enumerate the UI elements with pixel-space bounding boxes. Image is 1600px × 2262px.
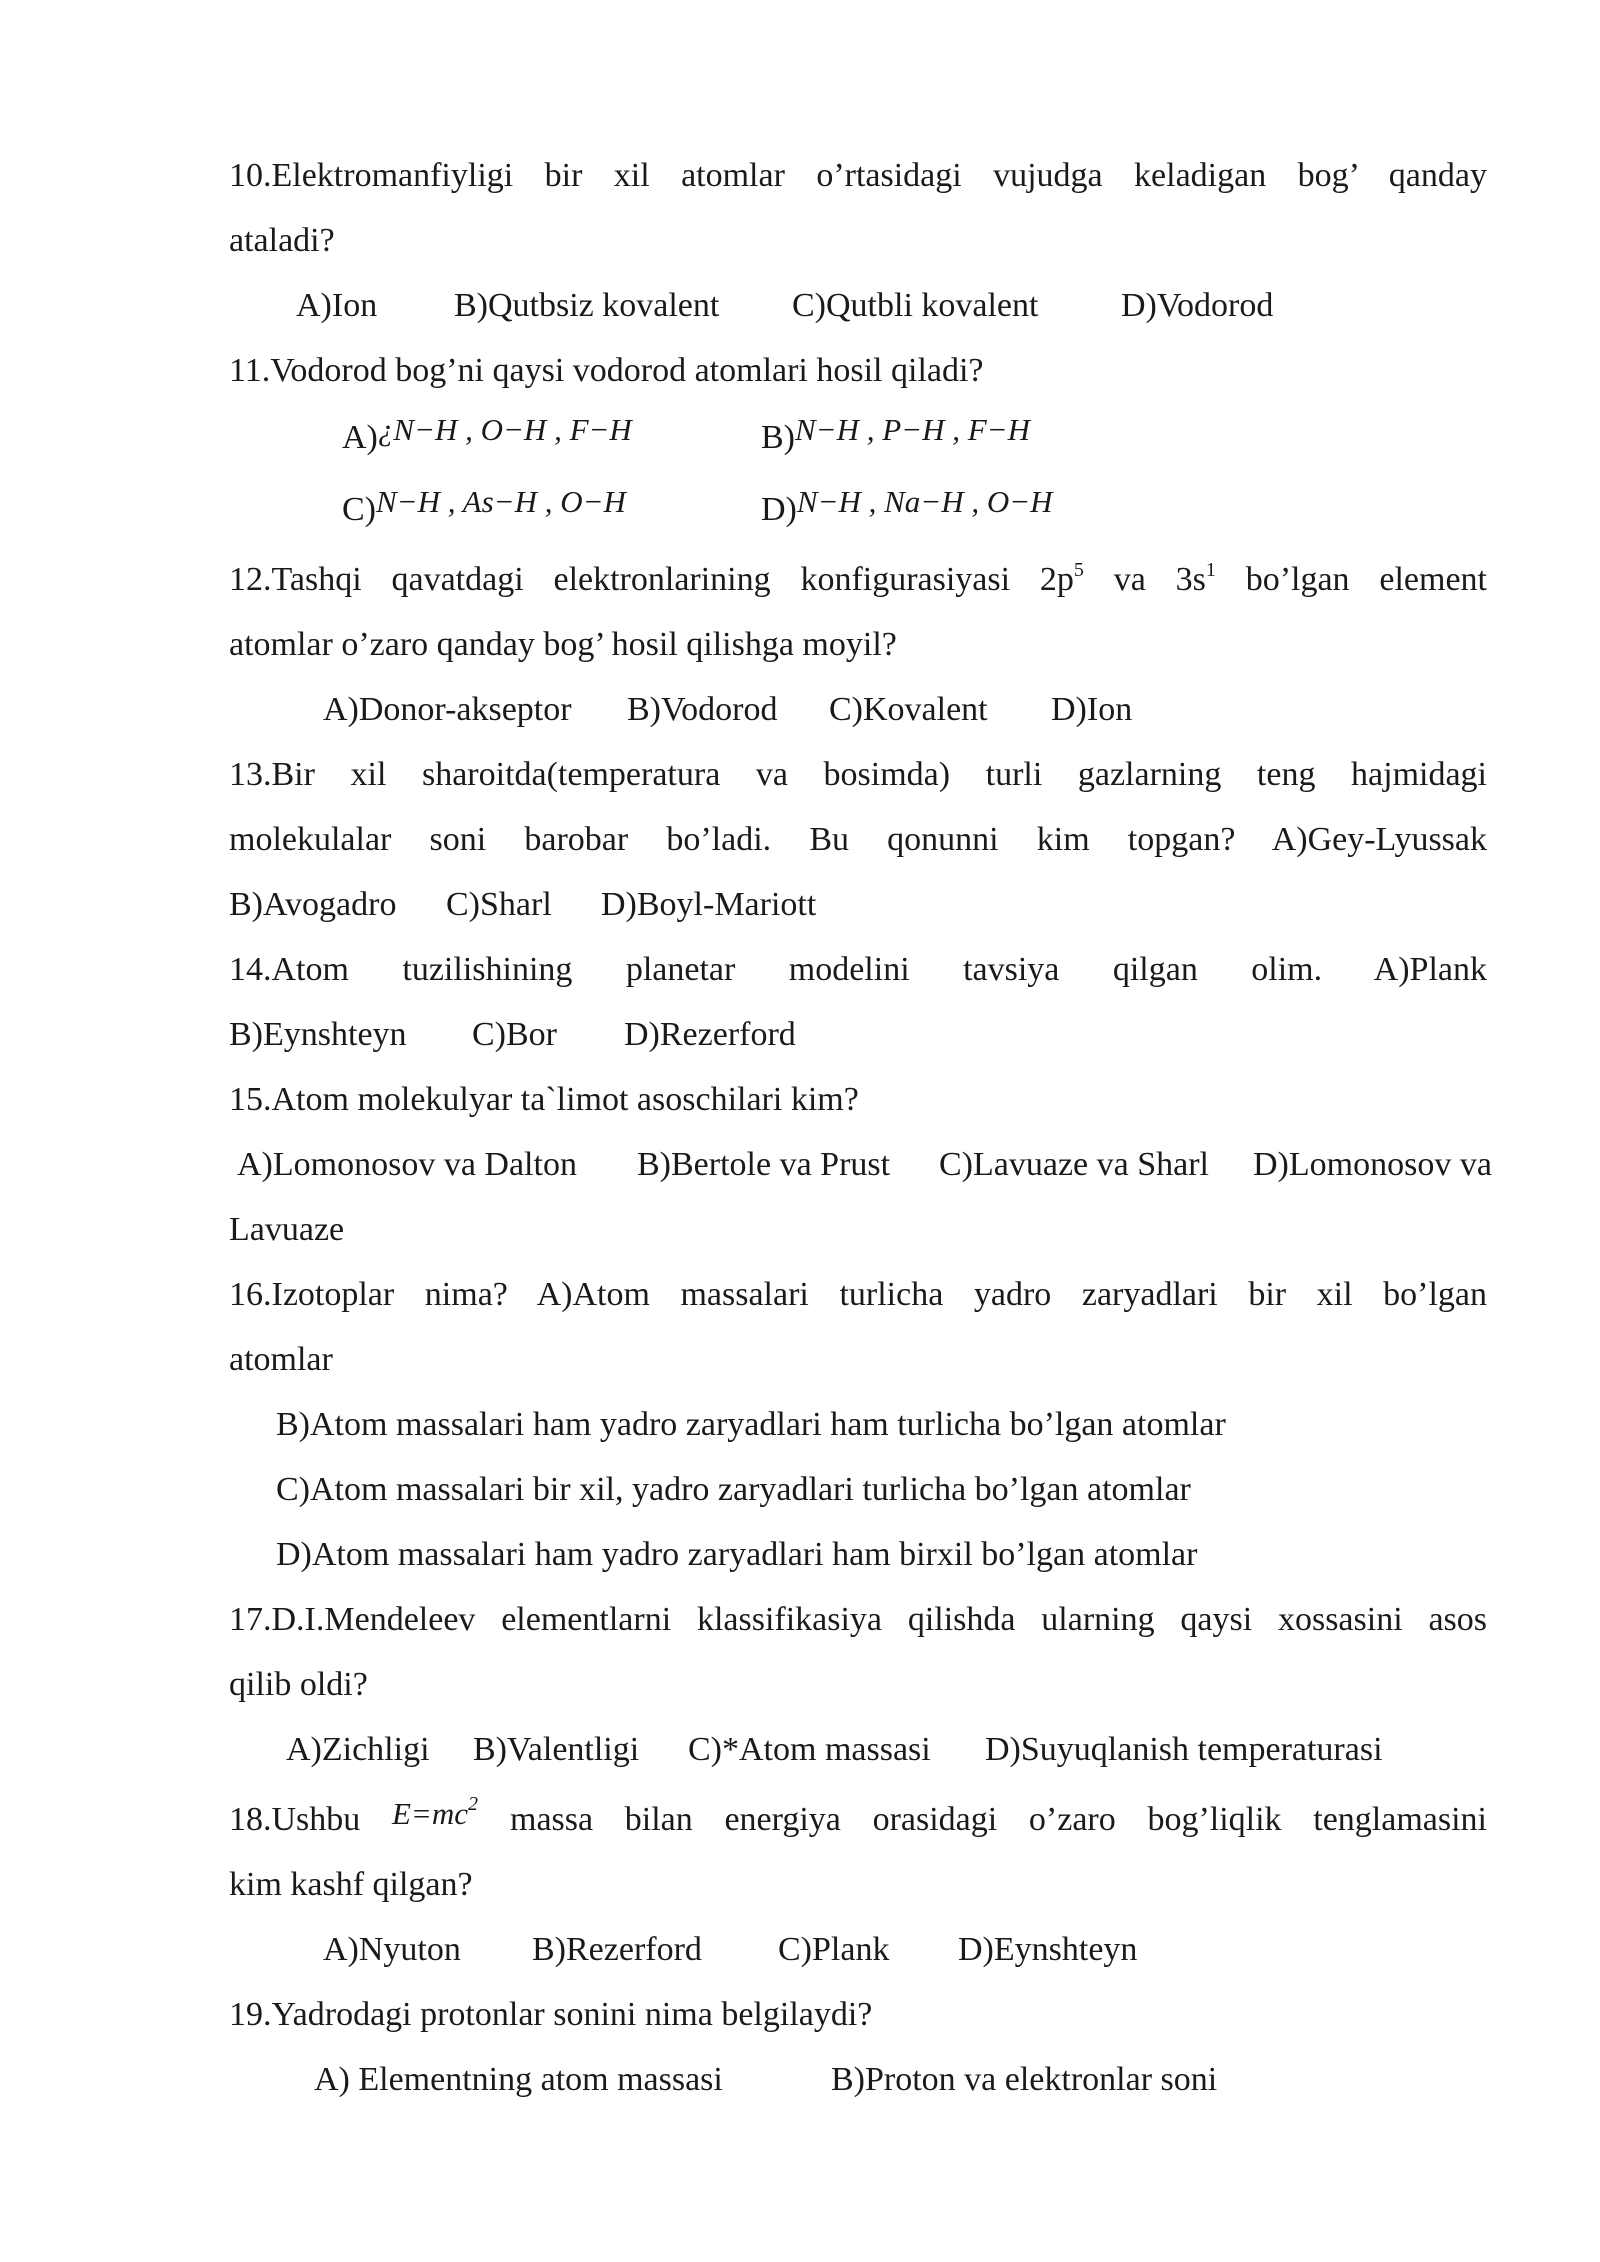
q18-option-c: C)Plank [778, 1931, 890, 1968]
q12-text-part-1: 12.Tashqi qavatdagi elektronlarining konfigurasiyasi 2p [229, 561, 1074, 598]
question-13-line-1: 13.Bir xil sharoitda(temperatura va bosimda) turli gazlarning teng hajmidagi [229, 756, 1487, 793]
question-16-line-2: atomlar [229, 1341, 333, 1378]
question-13-line-2: molekulalar soni barobar bo’ladi. Bu qonunni kim topgan? A)Gey-Lyussak [229, 821, 1487, 858]
q12-superscript-1: 5 [1073, 559, 1084, 581]
q19-option-a: A) Elementning atom massasi [314, 2061, 723, 2098]
q12-option-d: D)Ion [1051, 691, 1133, 728]
q11-option-c-label: C) [342, 491, 376, 528]
q16-option-c: C)Atom massalari bir xil, yadro zaryadlari turlicha bo’lgan atomlar [276, 1471, 1191, 1508]
q17-option-b: B)Valentligi [473, 1731, 640, 1768]
q13-option-b: B)Avogadro [229, 886, 397, 923]
q18-formula-base: E=mc [392, 1796, 469, 1831]
q12-option-b: B)Vodorod [627, 691, 778, 728]
q18-formula [392, 1794, 478, 1834]
question-17-line-1: 17.D.I.Mendeleev elementlarni klassifikasiya qilishda ularning qaysi xossasini asos [229, 1601, 1487, 1638]
q14-option-d: D)Rezerford [624, 1016, 796, 1053]
q12-superscript-2: 1 [1205, 559, 1216, 581]
question-15-line-3: Lavuaze [229, 1211, 345, 1248]
question-10-line-1: 10.Elektromanfiyligi bir xil atomlar o’rtasidagi vujudga keladigan bog’ qanday [229, 157, 1487, 194]
q17-option-c: C)*Atom massasi [688, 1731, 931, 1768]
q13-option-c: C)Sharl [446, 886, 552, 923]
q11-option-d-label: D) [761, 491, 797, 528]
q18-formula-exponent: 2 [468, 1793, 479, 1815]
q15-option-a: A)Lomonosov va Dalton [237, 1146, 577, 1183]
question-12-line-2: atomlar o’zaro qanday bog’ hosil qilishga moyil? [229, 626, 897, 663]
q15-option-b: B)Bertole va Prust [637, 1146, 891, 1183]
q12-text-part-3: bo’lgan element [1215, 561, 1487, 598]
question-17-line-2: qilib oldi? [229, 1666, 368, 1703]
q10-option-d: D)Vodorod [1121, 287, 1274, 324]
q18-option-b: B)Rezerford [532, 1931, 702, 1968]
question-19-text: 19.Yadrodagi protonlar sonini nima belgilaydi? [229, 1996, 873, 2033]
q11-option-a-label: A) [342, 419, 378, 456]
question-18-line-2: kim kashf qilgan? [229, 1866, 473, 1903]
q19-option-b: B)Proton va elektronlar soni [831, 2061, 1218, 2098]
q11-option-a-formula: ¿N−H , O−H , F−H [377, 412, 632, 447]
question-16-line-1: 16.Izotoplar nima? A)Atom massalari turlicha yadro zaryadlari bir xil bo’lgan [229, 1276, 1487, 1313]
q10-option-b: B)Qutbsiz kovalent [454, 287, 720, 324]
question-12-line-1 [229, 560, 1487, 600]
q12-option-c: C)Kovalent [829, 691, 988, 728]
q13-option-d: D)Boyl-Mariott [601, 886, 817, 923]
q11-option-c-formula: N−H , As−H , O−H [376, 484, 626, 519]
q11-option-d [761, 484, 1053, 530]
q17-option-a: A)Zichligi [286, 1731, 430, 1768]
q15-option-c: C)Lavuaze va Sharl [939, 1146, 1209, 1183]
q18-prefix: 18.Ushbu [229, 1801, 361, 1838]
question-11-text: 11.Vodorod bog’ni qaysi vodorod atomlari hosil qiladi? [229, 352, 984, 389]
q18-option-d: D)Eynshteyn [958, 1931, 1138, 1968]
question-15-text: 15.Atom molekulyar ta`limot asoschilari kim? [229, 1081, 859, 1118]
q11-option-a [342, 412, 632, 458]
q10-option-a: A)Ion [296, 287, 378, 324]
q18-option-a: A)Nyuton [323, 1931, 461, 1968]
question-14-line-1: 14.Atom tuzilishining planetar modelini tavsiya qilgan olim. A)Plank [229, 951, 1487, 988]
q11-option-d-formula: N−H , Na−H , O−H [796, 484, 1053, 519]
q12-text-part-2: va 3s [1083, 561, 1206, 598]
question-10-line-2: ataladi? [229, 222, 335, 259]
q11-option-b-label: B) [761, 419, 795, 456]
q11-option-b [761, 412, 1030, 458]
q16-option-b: B)Atom massalari ham yadro zaryadlari ham turlicha bo’lgan atomlar [276, 1406, 1226, 1443]
q11-option-b-formula: N−H , P−H , F−H [795, 412, 1030, 447]
q14-option-b: B)Eynshteyn [229, 1016, 407, 1053]
q11-option-c [342, 484, 626, 530]
q15-option-d: D)Lomonosov va [1253, 1146, 1492, 1183]
q12-option-a: A)Donor-akseptor [323, 691, 572, 728]
q16-option-d: D)Atom massalari ham yadro zaryadlari ham birxil bo’lgan atomlar [276, 1536, 1198, 1573]
q18-suffix: massa bilan energiya orasidagi o’zaro bog’liqlik tenglamasini [510, 1801, 1487, 1838]
q10-option-c: C)Qutbli kovalent [792, 287, 1039, 324]
q14-option-c: C)Bor [472, 1016, 557, 1053]
q17-option-d: D)Suyuqlanish temperaturasi [985, 1731, 1383, 1768]
